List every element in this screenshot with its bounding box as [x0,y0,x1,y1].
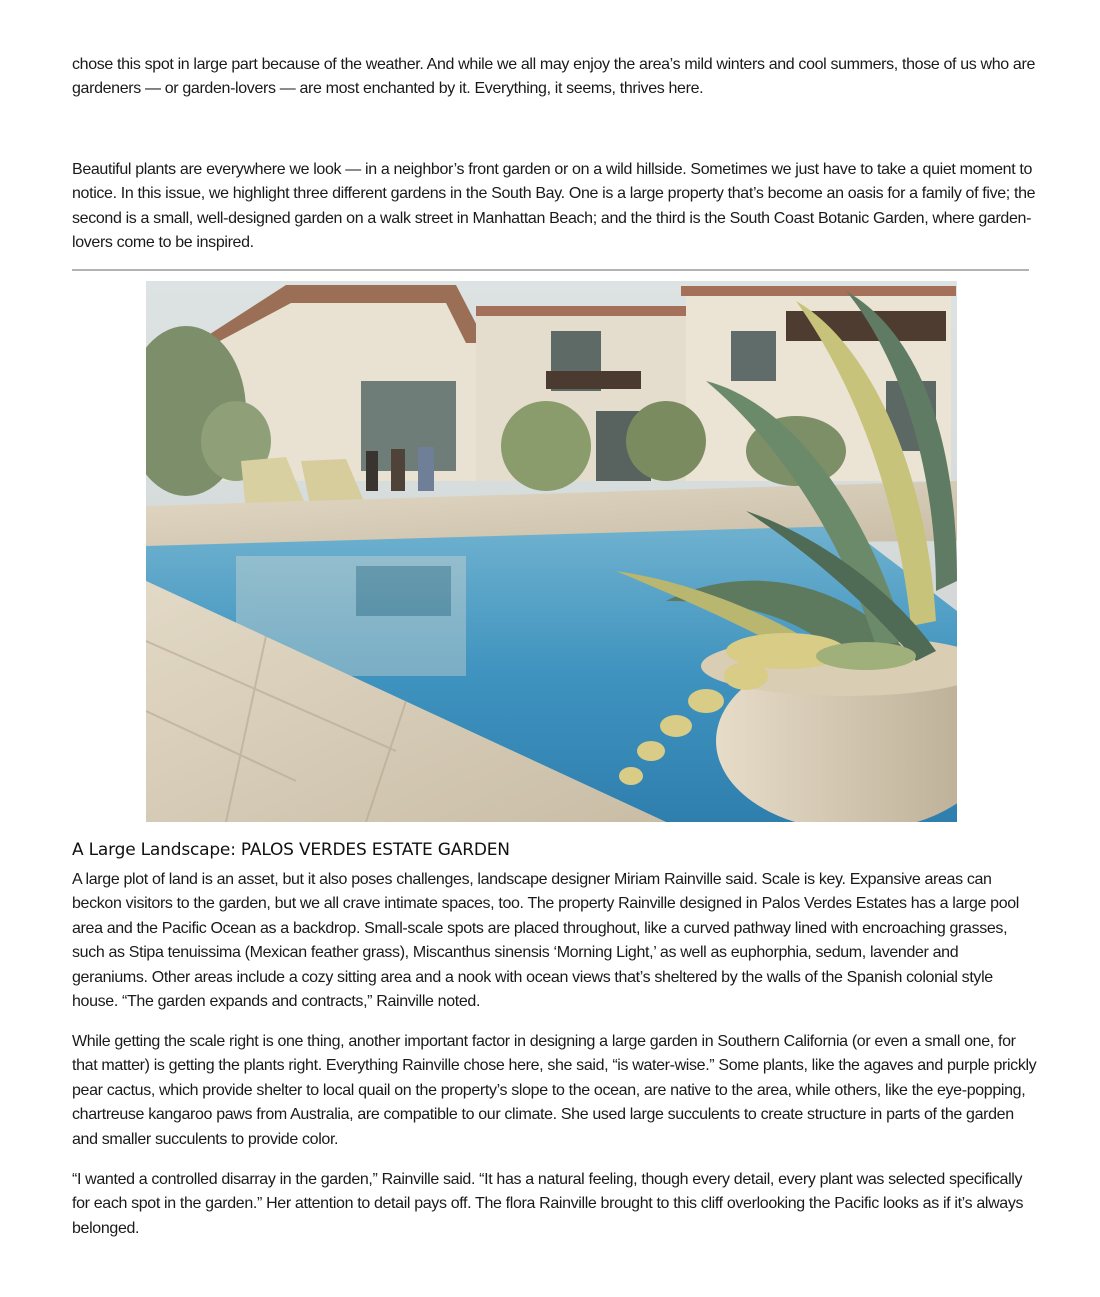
photo-illustration [146,281,957,822]
section-paragraph-2: While getting the scale right is one thing, another important factor in designing a large garden in Southern California (or even a small one, for that matter) is getting the plants right. Everything Rainville chose here, she said, “is water-wise.” Some plants, like the agaves and purple prickly pear cactus, which provide shelter to local quail on the property’s slope to the ocean, are native to the area, while others, like the eye-popping, chartreuse kangaroo paws from Australia, are compatible to our climate. She used large succulents to create structure in parts of the garden and smaller succulents to provide color. [72,1033,1037,1148]
section-paragraph-3: “I wanted a controlled disarray in the garden,” Rainville said. “It has a natural feeling, though every detail, every plant was selected specifically for each spot in the garden.” Her attention to detail pays off. The flora Rainville brought to this cliff overlooking the Pacific looks as if it’s always belonged. [72,1171,1024,1237]
section-heading: A Large Landscape: PALOS VERDES ESTATE GARDEN [72,840,510,860]
pool-garden-photo [146,281,957,822]
section-paragraph-1: A large plot of land is an asset, but it also poses challenges, landscape designer Miriam Rainville said. Scale is key. Expansive areas can beckon visitors to the garden, but we all crave intimate spaces, too. The property Rainville designed in Palos Verdes Estates has a large pool area and the Pacific Ocean as a backdrop. Small-scale spots are placed throughout, like a curved pathway lined with encroaching grasses, such as Stipa tenuissima (Mexican feather grass), Miscanthus sinensis ‘Morning Light,’ as well as euphorphia, sedum, lavender and geraniums. Other areas include a cozy sitting area and a nook with ocean views that’s sheltered by the walls of the Spanish colonial style house. “The garden expands and contracts,” Rainville noted. [72,871,1020,1011]
intro-paragraph-2: Beautiful plants are everywhere we look — in a neighbor’s front garden or on a wild hillside. Sometimes we just have to take a quiet moment to notice. In this issue, we highlight three different gardens in the South Bay. One is a large property that’s become an oasis for a family of five; the second is a small, well-designed garden on a walk street in Manhattan Beach; and the third is the South Coast Botanic Garden, where garden-lovers come to be inspired. [72,161,1036,252]
people-seated [366,447,434,491]
intro-paragraph-1: chose this spot in large part because of the weather. And while we all may enjoy the area’s mild winters and cool summers, those of us who are gardeners — or garden-lovers — are most enchanted by it. Everything, it seems, thrives here. [72,56,1035,98]
section-divider [72,269,1029,271]
